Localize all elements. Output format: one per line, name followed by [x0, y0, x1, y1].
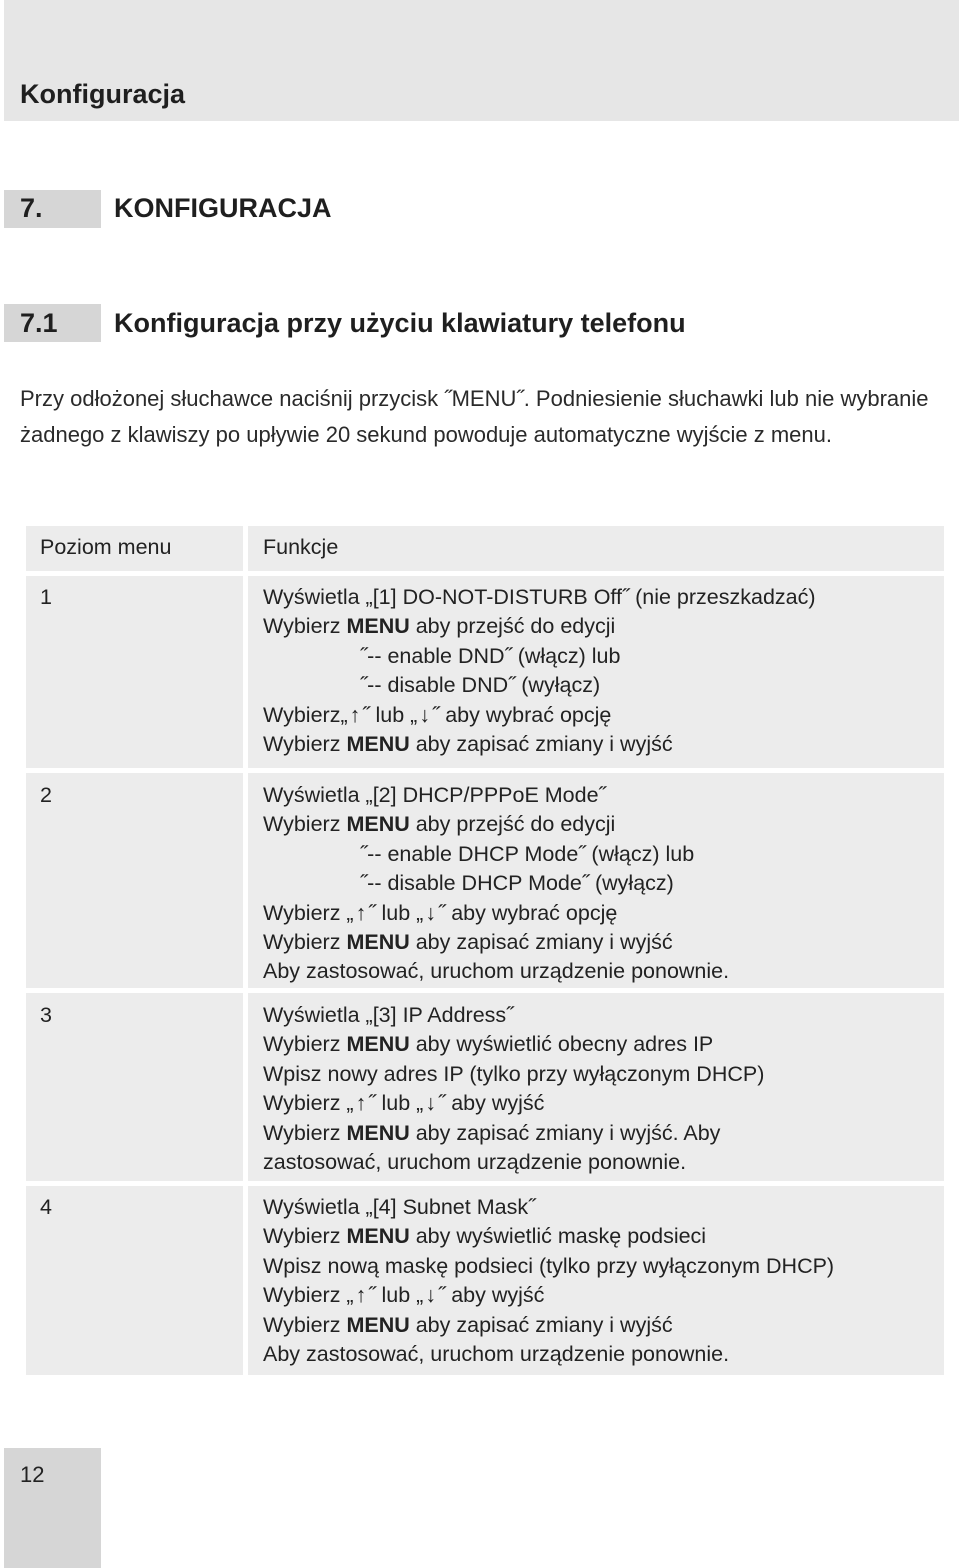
menu-functions-text — [263, 781, 729, 987]
line-text: ˝ aby wyjść — [438, 1091, 545, 1116]
line-text: ˝-- enable DND˝ (włącz) lub — [360, 643, 621, 668]
line-text: Wybierz — [263, 614, 347, 639]
table-cell-level — [26, 773, 243, 988]
menu-level-number: 1 — [40, 585, 52, 609]
function-line — [263, 781, 729, 810]
line-text: Aby zastosować, uruchom urządzenie ponownie. — [263, 959, 730, 984]
menu-key-label: MENU — [346, 731, 410, 756]
line-text: aby zapisać zmiany i wyjść — [409, 731, 673, 756]
function-line — [263, 928, 729, 957]
line-text: zastosować, uruchom urządzenie ponownie. — [263, 1149, 687, 1174]
line-text: Wybierz „ — [263, 900, 354, 925]
menu-functions-text — [263, 1001, 764, 1177]
function-line — [263, 1222, 834, 1251]
arrow-down-icon: ↓ — [425, 900, 437, 925]
menu-key-label: MENU — [346, 929, 410, 954]
function-line — [263, 1311, 834, 1340]
function-line — [263, 1001, 764, 1030]
function-line — [263, 612, 816, 641]
function-line — [263, 730, 816, 759]
line-text: Aby zastosować, uruchom urządzenie ponownie. — [263, 1341, 730, 1366]
table-cell-level — [26, 576, 243, 768]
line-text: ˝-- disable DND˝ (wyłącz) — [360, 673, 601, 698]
arrow-up-icon: ↑ — [355, 1091, 367, 1116]
line-text: Wyświetla „[3] IP Address˝ — [263, 1003, 514, 1027]
line-text: aby wyświetlić obecny adres IP — [409, 1032, 714, 1057]
subsection-number: 7.1 — [20, 308, 58, 338]
table-cell-level — [26, 993, 243, 1181]
function-line — [263, 899, 729, 928]
table-cell-level — [26, 1186, 243, 1375]
line-text: Wybierz „ — [263, 1283, 354, 1308]
section-number-box — [4, 190, 101, 228]
subsection-title: Konfiguracja przy użyciu klawiatury telefonu — [114, 308, 686, 338]
menu-functions-text — [263, 583, 816, 759]
line-text: ˝ lub „ — [368, 1091, 424, 1116]
function-line — [263, 1089, 764, 1118]
line-text: ˝ aby wybrać opcję — [438, 900, 618, 925]
menu-key-label: MENU — [346, 1120, 410, 1145]
line-text: aby zapisać zmiany i wyjść — [409, 929, 673, 954]
arrow-up-icon: ↑ — [355, 1283, 367, 1308]
menu-level-number: 2 — [40, 783, 52, 807]
menu-key-label: MENU — [346, 1032, 410, 1057]
section-title: KONFIGURACJA — [114, 193, 332, 223]
section-number: 7. — [20, 193, 43, 223]
menu-key-label: MENU — [346, 1224, 410, 1249]
menu-level-number: 3 — [40, 1003, 52, 1027]
function-line — [263, 671, 816, 700]
page-header-title: Konfiguracja — [20, 79, 186, 109]
line-text: aby przejść do edycji — [409, 812, 616, 837]
page-number: 12 — [20, 1462, 45, 1487]
table-header-level: Poziom menu — [40, 535, 172, 559]
line-text: Wybierz — [263, 812, 347, 837]
function-line — [263, 1060, 764, 1089]
function-line — [263, 642, 816, 671]
arrow-up-icon: ↑ — [349, 702, 361, 727]
arrow-down-icon: ↓ — [419, 702, 431, 727]
line-text: Wpisz nową maskę podsieci (tylko przy wyłączonym DHCP) — [263, 1253, 835, 1278]
line-text: ˝ aby wyjść — [438, 1283, 545, 1308]
function-line — [263, 1193, 834, 1222]
menu-key-label: MENU — [346, 614, 410, 639]
function-line — [263, 957, 729, 986]
function-line — [263, 1030, 764, 1059]
line-text: Wyświetla „[1] DO-NOT-DISTURB Off˝ (nie przeszkadzać) — [263, 585, 816, 609]
function-line — [263, 1340, 834, 1369]
intro-paragraph: Przy odłożonej słuchawce naciśnij przycisk ˝MENU˝. Podniesienie słuchawki lub nie wybranie żadnego z klawiszy po upływie 20 sekund powoduje automatyczne wyjście z menu. — [20, 386, 929, 447]
line-text: aby wyświetlić maskę podsieci — [409, 1224, 707, 1249]
function-line — [263, 840, 729, 869]
line-text: aby przejść do edycji — [409, 614, 616, 639]
line-text: Wybierz „ — [263, 1091, 354, 1116]
function-line — [263, 1148, 764, 1177]
function-line — [263, 1119, 764, 1148]
function-line — [263, 701, 816, 730]
line-text: Wybierz — [263, 1312, 347, 1337]
line-text: ˝-- disable DHCP Mode˝ (wyłącz) — [360, 871, 674, 896]
function-line — [263, 1281, 834, 1310]
line-text: ˝ lub „ — [368, 1283, 424, 1308]
menu-key-label: MENU — [346, 1312, 410, 1337]
line-text: Wybierz — [263, 1224, 347, 1249]
function-line — [263, 583, 816, 612]
line-text: Wybierz — [263, 929, 347, 954]
line-text: Wyświetla „[2] DHCP/PPPoE Mode˝ — [263, 783, 606, 807]
menu-level-number: 4 — [40, 1195, 52, 1219]
menu-functions-text — [263, 1193, 834, 1369]
line-text: ˝ aby wybrać opcję — [432, 702, 612, 727]
line-text: ˝ lub „ — [362, 702, 418, 727]
table-header-functions: Funkcje — [263, 535, 339, 559]
page-number-box — [4, 1448, 101, 1568]
line-text: ˝ lub „ — [368, 900, 424, 925]
menu-key-label: MENU — [346, 812, 410, 837]
function-line — [263, 1252, 834, 1281]
line-text: aby zapisać zmiany i wyjść. Aby — [409, 1120, 721, 1145]
line-text: ˝-- enable DHCP Mode˝ (włącz) lub — [360, 841, 695, 866]
table-header-cell-functions — [248, 526, 944, 571]
arrow-down-icon: ↓ — [425, 1283, 437, 1308]
function-line — [263, 869, 729, 898]
arrow-down-icon: ↓ — [425, 1091, 437, 1116]
line-text: Wybierz — [263, 731, 347, 756]
line-text: Wybierz — [263, 1032, 347, 1057]
line-text: Wybierz — [263, 1120, 347, 1145]
line-text: Wpisz nowy adres IP (tylko przy wyłączonym DHCP) — [263, 1061, 765, 1086]
line-text: Wyświetla „[4] Subnet Mask˝ — [263, 1195, 536, 1219]
arrow-up-icon: ↑ — [355, 900, 367, 925]
line-text: aby zapisać zmiany i wyjść — [409, 1312, 673, 1337]
function-line — [263, 810, 729, 839]
line-text: Wybierz„ — [263, 702, 348, 727]
